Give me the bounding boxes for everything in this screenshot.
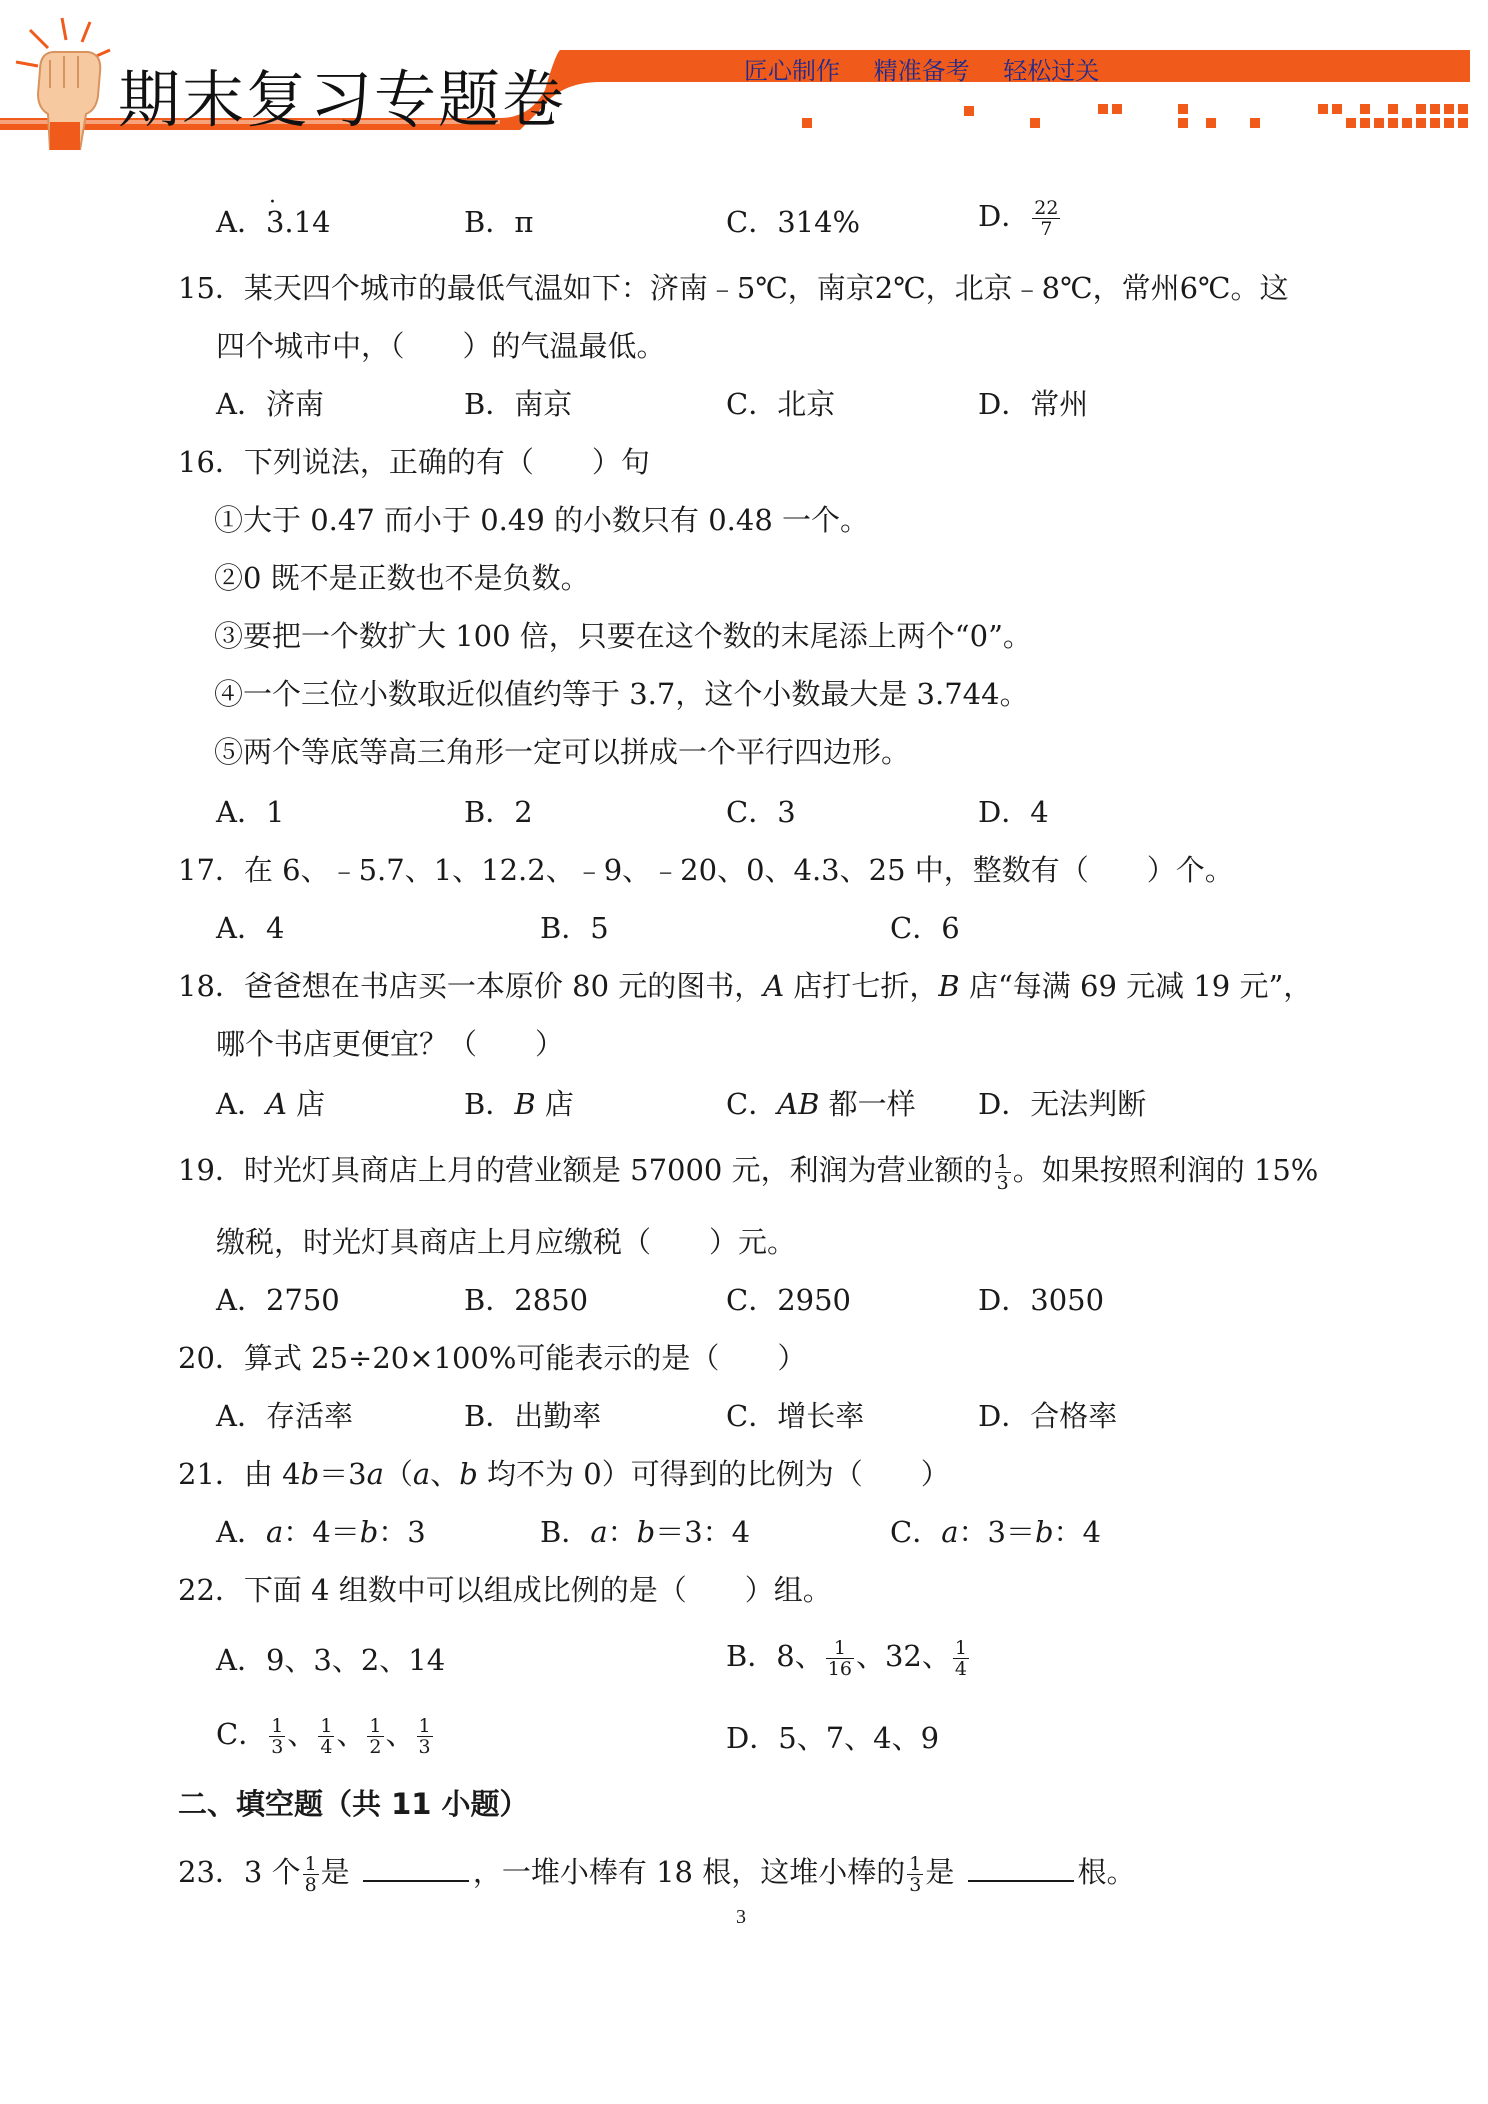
q22-stem: 22．下面 4 组数中可以组成比例的是（ ）组。 [178,1573,832,1607]
fraction-numerator: 1 [271,1714,284,1737]
q18-option-a [216,1084,325,1124]
variable: a [941,1515,959,1549]
option-text: 店 [286,1087,326,1121]
option-label: C． [216,1717,268,1751]
q14-option-a [216,202,331,242]
slogan-item: 匠心制作 [744,57,840,85]
q16-option-c: C．3 [726,795,796,829]
q19-option-d: D．3050 [978,1283,1105,1317]
page-title: 期末复习专题卷 [118,63,567,136]
separator: 、 [287,1717,317,1751]
variable: A [265,1087,287,1121]
fraction-numerator: 1 [826,1638,854,1659]
fraction [417,1716,433,1757]
separator: 、 [336,1717,366,1751]
fraction [907,1854,923,1895]
fraction [269,1716,285,1757]
variable: b [359,1515,379,1549]
fraction-numerator: 1 [320,1714,333,1737]
text-segment: ＝3：4 [655,1515,751,1549]
q15-option-a: A．济南 [216,387,324,421]
q16-statement: ②0 既不是正数也不是负数。 [214,561,590,595]
option-label: B． [464,1087,515,1121]
q17-option-c: C．6 [890,911,960,945]
text-segment: 店打七折， [784,969,939,1003]
text-segment: 是 [925,1855,964,1889]
slogan-item: 轻松过关 [1003,57,1100,85]
q15-option-b: B．南京 [464,387,573,421]
q19-option-c: C．2950 [726,1283,851,1317]
fraction [953,1638,969,1679]
raised-fist-icon [10,10,120,150]
q21-stem [178,1454,950,1494]
variable: a [412,1457,431,1491]
option-text: 都一样 [819,1087,916,1121]
q17-option-a: A．4 [216,911,285,945]
q16-stem: 16．下列说法，正确的有（ ）句 [178,445,650,479]
q16-statement: ③要把一个数扩大 100 倍，只要在这个数的末尾添上两个“0”。 [214,619,1032,653]
option-label: B．8、 [726,1639,824,1673]
variable: b [636,1515,656,1549]
q18-option-d: D．无法判断 [978,1087,1147,1121]
q16-statement: ⑤两个等底等高三角形一定可以拼成一个平行四边形。 [214,735,911,769]
q17-stem: 17．在 6、﹣5.7、1、12.2、﹣9、﹣20、0、4.3、25 中，整数有（ ）个。 [178,853,1234,887]
fraction [826,1638,854,1679]
q21-option-b [540,1512,750,1552]
q14-option-c [726,202,860,242]
option-label: A． [216,1515,266,1549]
q16-option-a: A．1 [216,795,285,829]
q18-option-c: C．AB 都一样 [726,1087,916,1121]
fraction [1032,198,1060,239]
q19-option-b: B．2850 [464,1283,589,1317]
option-label: C． [726,205,778,239]
q21-option-c [890,1512,1101,1552]
q22-option-a: A．9、3、2、14 [216,1643,446,1677]
q20-option-d: D．合格率 [978,1399,1118,1433]
q22-option-b [726,1636,971,1679]
text-segment: （ [383,1457,413,1491]
variable: a [590,1515,608,1549]
fraction-denominator: 3 [418,1735,431,1758]
fraction-denominator: 16 [827,1657,852,1680]
option-label: A． [216,1087,266,1121]
fraction-numerator: 1 [996,1150,1009,1173]
q14-option-d [978,196,1062,239]
option-label: B． [464,205,515,239]
q15-option-c: C．北京 [726,387,836,421]
header-slogan [744,52,1125,90]
fraction [367,1716,383,1757]
q20-option-b: B．出勤率 [464,1399,602,1433]
variable: b [1034,1515,1054,1549]
fraction-numerator: 22 [1034,196,1059,219]
fraction-numerator: 1 [954,1636,967,1659]
fraction-denominator: 2 [369,1735,382,1758]
q14-option-b [464,202,533,242]
variable: b [459,1457,478,1491]
q15-stem-line1: 15．某天四个城市的最低气温如下：济南﹣5℃，南京2℃，北京﹣8℃，常州6℃。这 [178,271,1289,305]
q22-option-c [216,1714,435,1757]
fraction-numerator: 1 [369,1714,382,1737]
q15-option-d: D．常州 [978,387,1089,421]
variable: A [763,969,785,1003]
option-text: 314% [777,205,861,239]
option-label: A． [216,205,266,239]
text-segment: 18．爸爸想在书店买一本原价 80 元的图书， [178,969,764,1003]
text-segment: ：4＝ [283,1515,360,1549]
q19-stem-line2: 缴税，时光灯具商店上月应缴税（ ）元。 [216,1225,797,1259]
text-segment: 19．时光灯具商店上月的营业额是 57000 元，利润为营业额的 [178,1153,993,1187]
text-segment: 店“每满 69 元减 19 元”， [959,969,1313,1003]
page-number: 3 [736,1906,746,1928]
variable: a [366,1457,384,1491]
q20-option-a: A．存活率 [216,1399,353,1433]
text-segment: 、32、 [855,1639,951,1673]
separator: 、 [385,1717,415,1751]
text-segment: 21．由 4 [178,1457,301,1491]
fraction [318,1716,334,1757]
q17-option-b: B．5 [540,911,609,945]
variable: b [300,1457,320,1491]
text-segment: 根。 [1077,1855,1136,1889]
fraction-denominator: 3 [271,1735,284,1758]
fraction-denominator: 3 [909,1873,922,1896]
text-segment: 。如果按照利润的 15% [1012,1153,1319,1187]
q18-stem-line1 [178,966,1312,1006]
text-segment: 、 [430,1457,460,1491]
answer-blank[interactable] [363,1852,469,1882]
variable: a [265,1515,284,1549]
option-text: · 3.14 [266,205,331,239]
q15-stem-line2: 四个城市中，（ ）的气温最低。 [216,329,666,363]
text-segment: ：3＝ [958,1515,1035,1549]
q16-option-b: B．2 [464,795,533,829]
answer-blank[interactable] [968,1852,1074,1882]
q22-option-d: D．5、7、4、9 [726,1721,940,1755]
text-segment: 23．3 个 [178,1855,301,1889]
q20-stem: 20．算式 25÷20×100%可能表示的是（ ） [178,1341,807,1375]
q23-stem [178,1852,1136,1895]
q19-option-a: A．2750 [216,1283,340,1317]
fraction-denominator: 4 [954,1657,967,1680]
q20-option-c: C．增长率 [726,1399,865,1433]
text-segment: ：4 [1053,1515,1101,1549]
text-segment: 是 [320,1855,359,1889]
slogan-item: 精准备考 [873,57,970,85]
variable: B [938,969,960,1003]
q19-stem-line1 [178,1150,1318,1193]
q16-statement: ①大于 0.47 而小于 0.49 的小数只有 0.48 一个。 [214,503,870,537]
text-segment: ，一堆小棒有 18 根，这堆小棒的 [472,1855,906,1889]
fraction-denominator: 7 [1040,217,1053,240]
option-text: 店 [535,1087,574,1121]
fraction-numerator: 1 [909,1852,922,1875]
fraction-numerator: 1 [418,1714,431,1737]
fraction [995,1152,1011,1193]
option-label: B． [540,1515,591,1549]
fraction [303,1854,319,1895]
fraction-denominator: 8 [304,1873,317,1896]
text-segment: ：3 [378,1515,426,1549]
section-heading: 二、填空题（共 11 小题） [178,1787,529,1821]
page-header [0,0,1488,150]
fraction-denominator: 3 [996,1171,1009,1194]
text-segment: 均不为 0）可得到的比例为（ ） [477,1457,950,1491]
fraction-numerator: 1 [304,1852,317,1875]
q18-stem-line2: 哪个书店更便宜？（ ） [216,1027,565,1061]
variable: AB [777,1087,820,1121]
option-label: C． [890,1515,942,1549]
fraction-denominator: 4 [320,1735,333,1758]
variable: B [514,1087,536,1121]
q16-statement: ④一个三位小数取近似值约等于 3.7，这个小数最大是 3.744。 [214,677,1029,711]
option-text: π [514,205,534,239]
q16-option-d: D．4 [978,795,1049,829]
q21-option-a [216,1512,426,1552]
option-label: D． [978,199,1031,233]
text-segment: ＝3 [319,1457,367,1491]
text-segment: ： [607,1515,637,1549]
q18-option-b [464,1084,574,1124]
